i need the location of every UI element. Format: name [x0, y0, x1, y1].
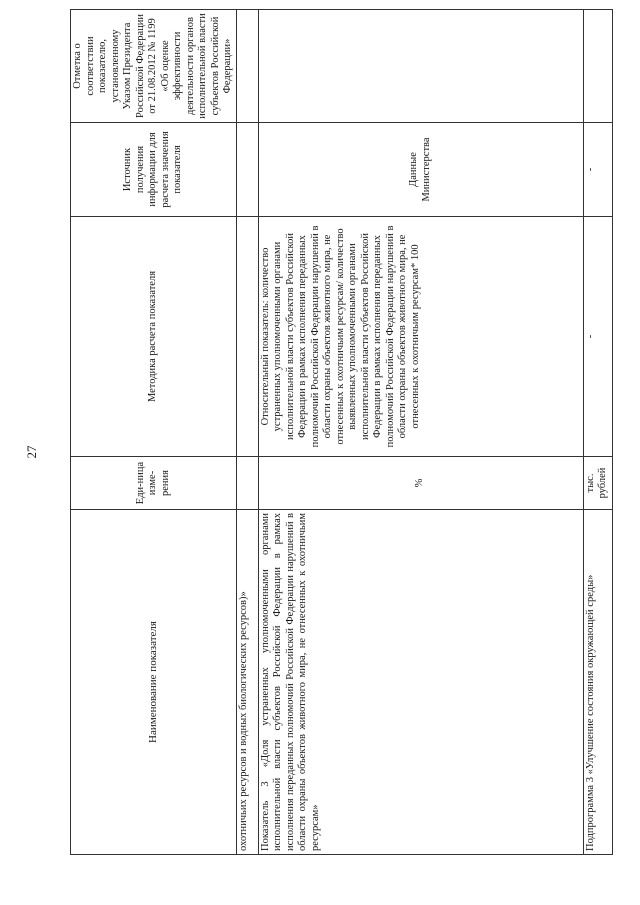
cell-decree-compliance	[258, 10, 583, 123]
cell-data-source	[236, 123, 258, 217]
cell-unit	[236, 457, 258, 510]
cell-unit: тыс. рублей	[583, 457, 612, 510]
cell-data-source: -	[583, 123, 612, 217]
cell-data-source: Данные Министерства	[258, 123, 583, 217]
cell-unit: %	[258, 457, 583, 510]
cell-indicator-name: охотничьих ресурсов и водных биологических ресурсов)»	[236, 510, 258, 855]
cell-calculation-method: Относительный показатель: количество устраненных уполномоченными органами исполнительной власти субъектов Российской Федерации в рамках исполнения переданных полномочий Российской Федерации нарушений в области охраны объектов животного мира, не отнесенных к охотничьим ресурсам/ количество выявленных уполномоченными органами исполнительной власти субъектов Российской Федерации в рамках исполнения переданных полномочий Российской Федерации нарушений в области охраны объектов животного мира, не отнесенных к охотничьим ресурсам* 100	[258, 217, 583, 457]
page-number: 27	[24, 445, 39, 459]
table-row	[583, 10, 612, 855]
cell-decree-compliance	[236, 10, 258, 123]
cell-decree-compliance	[583, 10, 612, 123]
header-decree-compliance: Отметка о соответствии показателю, установленному Указом Президента Российской Федерации от 21.08.2012 № 1199 «Об оценке эффективности деятельности органов исполнительной власти субъектов Российской Федерации»	[71, 10, 237, 123]
table-row	[236, 10, 258, 855]
cell-calculation-method: -	[583, 217, 612, 457]
header-calculation-method: Методика расчета показателя	[71, 217, 237, 457]
table-row	[258, 10, 583, 855]
table-header-row	[71, 10, 237, 855]
cell-indicator-name: Подпрограмма 3 «Улучшение состояния окружающей среды»	[583, 510, 612, 855]
indicators-table	[70, 9, 613, 855]
header-data-source: Источник получения информации для расчета значения показателя	[71, 123, 237, 217]
cell-indicator-name: Показатель 3 «Доля устраненных уполномоченными органами исполнительной власти субъектов Российской Федерации в рамках исполнения переданных полномочий Российской Федерации нарушений в области охраны объектов животного мира, не отнесенных к охотничьим ресурсам»	[258, 510, 583, 855]
header-unit: Еди-ница изме-рения	[71, 457, 237, 510]
rotated-table-container	[70, 13, 608, 855]
cell-calculation-method	[236, 217, 258, 457]
header-indicator-name: Наименование показателя	[71, 510, 237, 855]
